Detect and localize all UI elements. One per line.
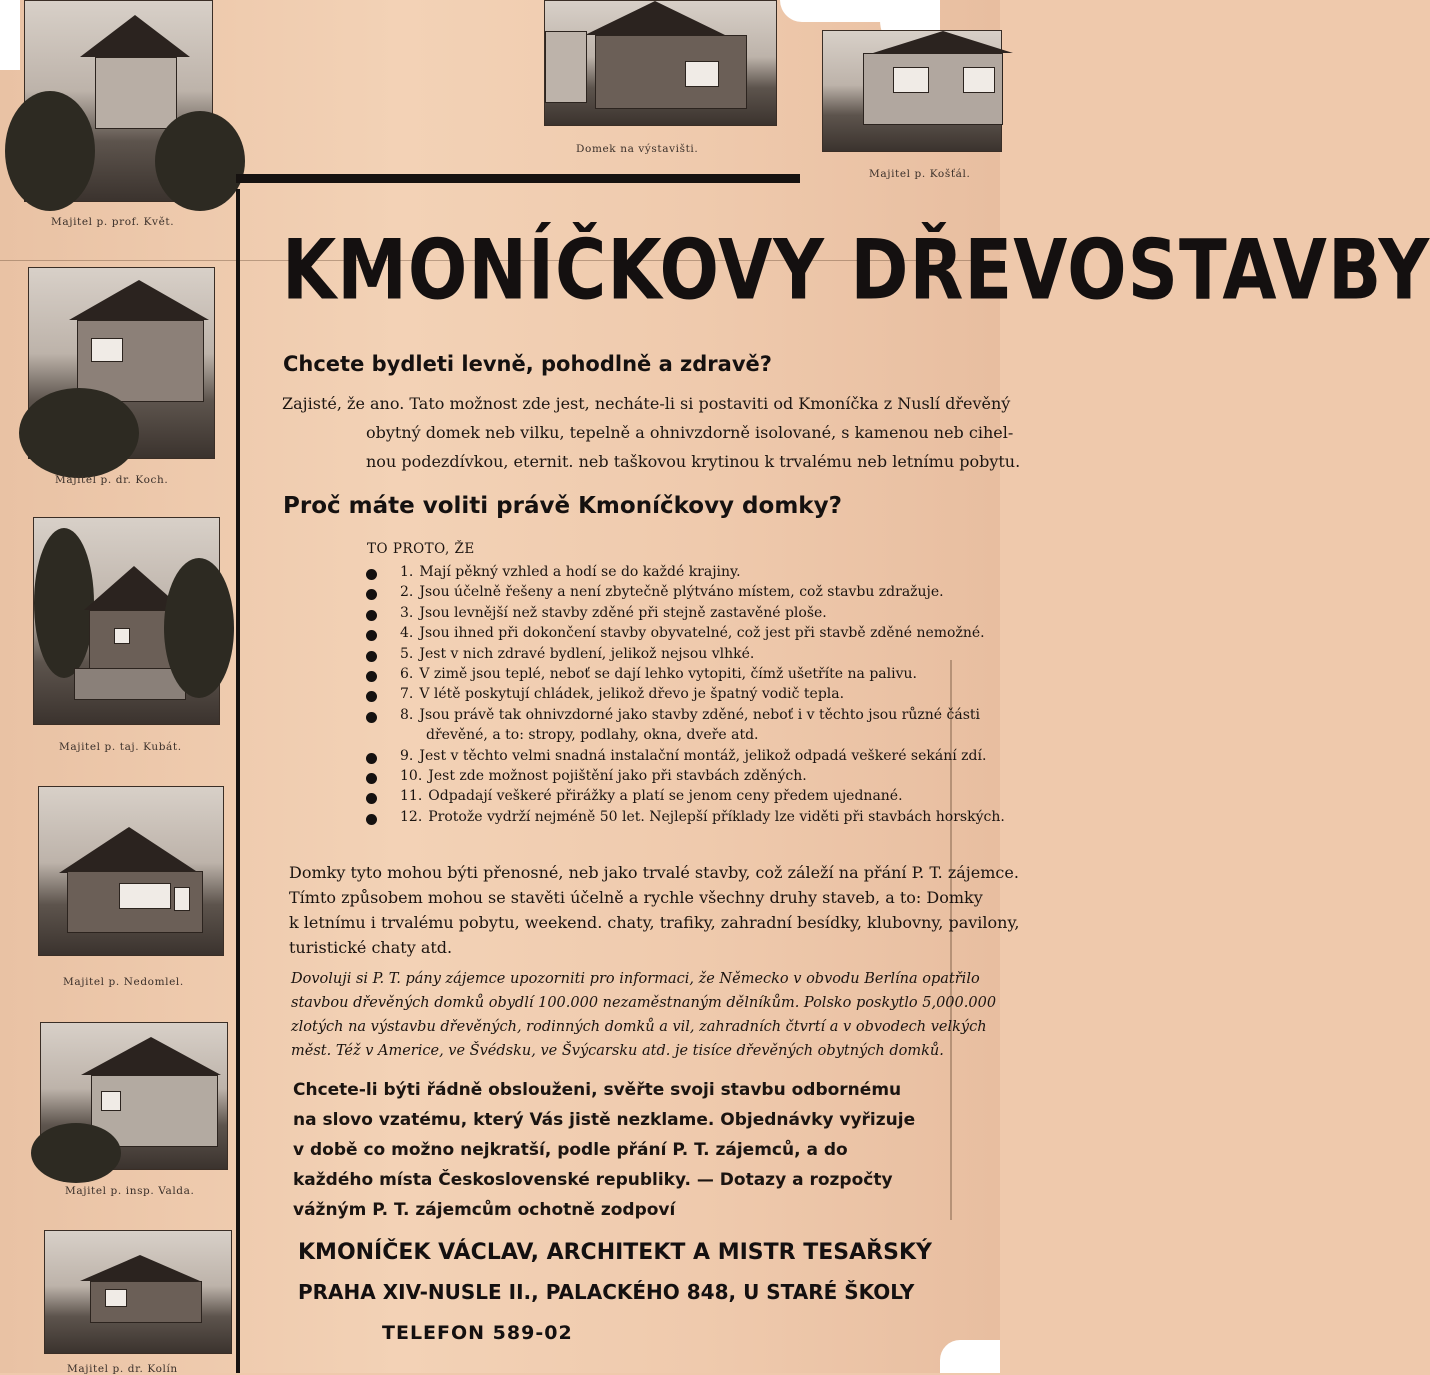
bullet-icon <box>366 630 377 641</box>
list-item: 5. Jest v nich zdravé bydlení, jelikož nejsou vlhké. <box>366 646 1000 666</box>
bullet-icon <box>366 651 377 662</box>
intro-line: nou podezdívkou, eternit. neb taškovou krytinou k trvalému neb letnímu pobytu. <box>366 452 1021 471</box>
frame-rule <box>236 174 800 183</box>
bullet-icon <box>366 671 377 682</box>
photo-caption: Domek na výstavišti. <box>576 143 699 155</box>
footer-phone: TELEFON 589-02 <box>382 1322 573 1344</box>
house-photo <box>44 1230 232 1354</box>
subheading: Proč máte voliti právě Kmoníčkovy domky? <box>283 493 842 519</box>
house-photo <box>822 30 1002 152</box>
list-item: 1. Mají pěkný vzhled a hodí se do každé krajiny. <box>366 564 1000 584</box>
closing-line: každého místa Československé republiky. — Dotazy a rozpočty <box>293 1170 893 1190</box>
list-item: 12. Protože vydrží nejméně 50 let. Nejlepší příklady lze viděti při stavbách horských. <box>366 809 1000 829</box>
body-paragraph-line: k letnímu i trvalému pobytu, weekend. chaty, trafiky, zahradní besídky, klubovny, pavilony, <box>289 913 1020 932</box>
photo-caption: Majitel p. taj. Kubát. <box>59 741 182 753</box>
photo-caption: Majitel p. insp. Valda. <box>65 1185 195 1197</box>
bullet-icon <box>366 753 377 764</box>
closing-line: na slovo vzatému, který Vás jistě nezklame. Objednávky vyřizuje <box>293 1110 916 1130</box>
closing-line: vážným P. T. zájemcům ochotně zodpoví <box>293 1200 676 1220</box>
list-item: 4. Jsou ihned při dokončení stavby obyvatelné, což jest při stavbě zděné nemožné. <box>366 625 1000 645</box>
bullet-icon <box>366 691 377 702</box>
bullet-icon <box>366 712 377 723</box>
bullet-icon <box>366 793 377 804</box>
torn-edge-top-left <box>0 0 20 70</box>
closing-line: Chcete-li býti řádně obslouženi, svěřte svoji stavbu odbornému <box>293 1080 902 1100</box>
italic-note-line: zlotých na výstavbu dřevěných, rodinných domků a vil, zahradních čtvrtí a v obvodech velkých <box>291 1019 987 1035</box>
subheading: Chcete bydleti levně, pohodlně a zdravě? <box>283 352 772 376</box>
house-photo <box>544 0 777 126</box>
photo-caption: Majitel p. Košťál. <box>869 168 971 180</box>
photo-caption: Majitel p. prof. Květ. <box>51 216 175 228</box>
closing-line: v době co možno nejkratší, podle přání P. T. zájemců, a do <box>293 1140 848 1160</box>
house-photo <box>33 517 220 725</box>
list-item: 3. Jsou levnější než stavby zděné při stejně zastavěné ploše. <box>366 605 1000 625</box>
list-item: 8. Jsou právě tak ohnivzdorné jako stavby zděné, neboť i v těchto jsou různé části <box>366 707 1000 727</box>
bullet-icon <box>366 773 377 784</box>
body-paragraph-line: Tímto způsobem mohou se stavěti účelně a rychle všechny druhy staveb, a to: Domky <box>289 888 983 907</box>
list-item: 6. V zimě jsou teplé, neboť se dají lehko vytopiti, čímž ušetříte na palivu. <box>366 666 1000 686</box>
italic-note-line: stavbou dřevěných domků obydlí 100.000 nezaměstnaným dělníkům. Polsko poskytlo 5,000.000 <box>291 995 997 1011</box>
list-item: 11. Odpadají veškeré přirážky a platí se jenom ceny předem ujednané. <box>366 788 1000 808</box>
body-paragraph-line: turistické chaty atd. <box>289 938 453 957</box>
frame-rule <box>236 189 240 1373</box>
list-item: 7. V létě poskytují chládek, jelikož dřevo je špatný vodič tepla. <box>366 686 1000 706</box>
house-photo <box>40 1022 228 1170</box>
list-item: 2. Jsou účelně řešeny a není zbytečně plýtváno místem, což stavbu zdražuje. <box>366 584 1000 604</box>
footer-address: PRAHA XIV-NUSLE II., PALACKÉHO 848, U STARÉ ŠKOLY <box>298 1280 915 1304</box>
house-photo <box>38 786 224 956</box>
page-title: KMONÍČKOVY DŘEVOSTAVBY <box>282 222 1430 319</box>
house-photo <box>24 0 213 202</box>
list-lead: TO PROTO, ŽE <box>367 541 475 557</box>
bullet-icon <box>366 814 377 825</box>
reasons-list <box>366 564 1005 829</box>
photo-caption: Majitel p. Nedomlel. <box>63 976 184 988</box>
intro-line: Zajisté, že ano. Tato možnost zde jest, necháte-li si postaviti od Kmoníčka z Nuslí dřevěný <box>282 394 1011 413</box>
bullet-icon <box>366 610 377 621</box>
list-item: dřevěné, a to: stropy, podlahy, okna, dveře atd. <box>426 727 759 744</box>
list-item: 10. Jest zde možnost pojištění jako při stavbách zděných. <box>366 768 1000 788</box>
italic-note-line: Dovoluji si P. T. pány zájemce upozorniti pro informaci, že Německo v obvodu Berlína opatřilo <box>291 971 980 987</box>
torn-edge-bottom-right <box>940 1340 1000 1373</box>
photo-caption: Majitel p. dr. Koch. <box>55 474 169 486</box>
list-item: 9. Jest v těchto velmi snadná instalační montáž, jelikož odpadá veškeré sekání zdí. <box>366 748 1000 768</box>
intro-line: obytný domek neb vilku, tepelně a ohnivzdorně isolované, s kamenou neb cihel- <box>366 423 1014 442</box>
italic-note-line: měst. Též v Americe, ve Švédsku, ve Švýcarsku atd. je tisíce dřevěných obytných domků. <box>291 1043 944 1059</box>
footer-company: KMONÍČEK VÁCLAV, ARCHITEKT A MISTR TESAŘSKÝ <box>298 1240 932 1265</box>
photo-caption: Majitel p. dr. Kolín <box>67 1363 178 1375</box>
bullet-icon <box>366 589 377 600</box>
body-paragraph-line: Domky tyto mohou býti přenosné, neb jako trvalé stavby, což záleží na přání P. T. zájemce. <box>289 863 1019 882</box>
house-photo <box>28 267 215 459</box>
bullet-icon <box>366 569 377 580</box>
